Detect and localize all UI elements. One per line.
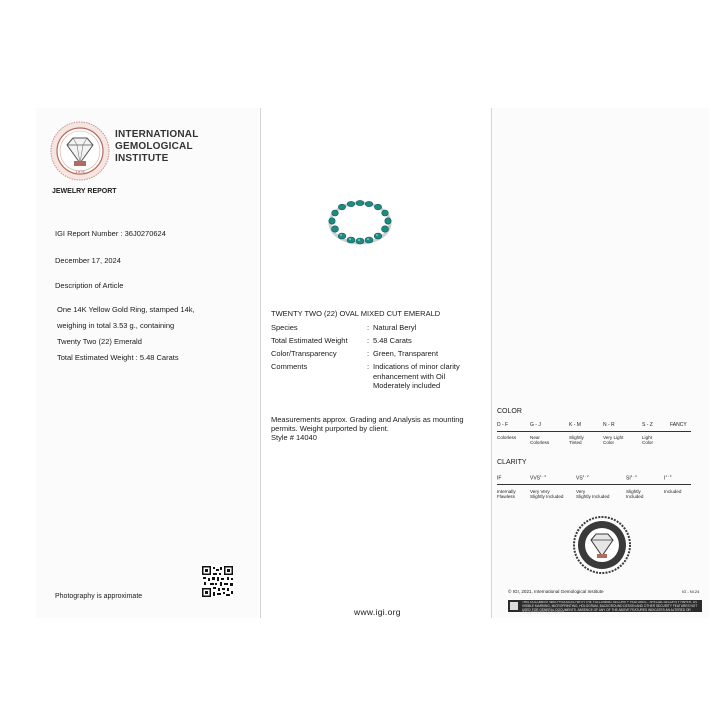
comments-separator: : — [367, 362, 370, 371]
clarity-grade: VVS$^{1 - 2}$ — [530, 474, 547, 482]
clarity-grade: SI$^{1 - 2}$ — [626, 474, 637, 482]
security-text: THIS DOCUMENT WAS PRODUCED WITH THE FOLLOWING SECURITY FEATURES - SPECIAL SECURITY PAPER, UV VISIBLE MARKING, MICROPRINTING, HOLOGRAM, BACKGROUND DESIGN AND OTHER SECURITY FEATURES NOT USED FOR GENERAL DOCUMENTS. ABSENCE OF ANY OF THE ABOVE FEATURES INDICATES AN ALTERED OR COUNTERFEIT DOCUMENT — [522, 601, 698, 616]
clarity-grade: $I^{1 - 3}$ — [664, 474, 672, 482]
clarity-scale-rule — [497, 484, 691, 485]
clarity-description: Very Slightly Included — [576, 489, 610, 500]
qr-code-icon — [201, 565, 234, 598]
color-description: Colorless — [497, 435, 517, 440]
description-line: Twenty Two (22) Emerald — [57, 337, 142, 346]
species-label: Species — [271, 323, 298, 332]
color-grade: N - R — [603, 422, 615, 428]
color-grade: D - F — [497, 422, 509, 428]
clarity-description: Included — [664, 489, 682, 494]
color-transparency-value: Green, Transparent — [373, 349, 439, 358]
website-link[interactable]: www.igi.org — [354, 607, 401, 617]
security-features-bar — [508, 600, 702, 616]
color-description: Very Light Color — [603, 435, 624, 446]
color-grade: S - Z — [642, 422, 653, 428]
org-name: INTERNATIONAL GEMOLOGICAL INSTITUTE — [115, 129, 199, 164]
security-icon — [510, 602, 518, 610]
stone-heading: TWENTY TWO (22) OVAL MIXED CUT EMERALD — [271, 309, 441, 318]
igi-seal-logo — [50, 121, 110, 181]
color-grade: FANCY — [670, 422, 687, 428]
species-separator: : — [367, 323, 370, 332]
weight-separator: : — [367, 336, 370, 345]
color-description: Light Color — [642, 435, 653, 446]
description-line: weighing in total 3.53 g., containing — [57, 321, 175, 330]
species-value: Natural Beryl — [373, 323, 417, 332]
report-date: December 17, 2024 — [55, 256, 121, 265]
color-description: Slightly Tinted — [569, 435, 584, 446]
clarity-grade: VS$^{1 - 2}$ — [576, 474, 589, 482]
color-description: Near Colorless — [530, 435, 550, 446]
report-number: IGI Report Number : 36J0270624 — [55, 229, 166, 238]
fold-divider — [260, 108, 261, 618]
measurements-note: Measurements approx. Grading and Analysis as mounting permits. Weight purported by client. Style # 14040 — [271, 415, 464, 442]
color-grade: G - J — [530, 422, 541, 428]
svg-text:1975: 1975 — [75, 169, 85, 174]
color-heading: COLOR — [497, 408, 522, 415]
clarity-description: Slightly Included — [626, 489, 644, 500]
clarity-description: Internally Flawless — [497, 489, 516, 500]
clarity-description: Very Very Slightly Included — [530, 489, 564, 500]
comments-value: Indications of minor clarity enhancement with Oil Moderately included — [373, 362, 460, 390]
report-title: JEWELRY REPORT — [52, 188, 117, 195]
clarity-heading: CLARITY — [497, 459, 527, 466]
color-scale-rule — [497, 431, 691, 432]
copyright-text: © IGI, 2021, International Gemological Institute — [508, 589, 604, 594]
color-grade: K - M — [569, 422, 581, 428]
description-line: One 14K Yellow Gold Ring, stamped 14k, — [57, 305, 195, 314]
comments-label: Comments — [271, 362, 308, 371]
report-left-panel — [36, 108, 258, 618]
weight-label: Total Estimated Weight — [271, 336, 348, 345]
photography-note: Photography is approximate — [55, 593, 143, 600]
description-heading: Description of Article — [55, 281, 124, 290]
igi-seal-stamp — [573, 516, 631, 574]
weight-value: 5.48 Carats — [373, 336, 412, 345]
color-transparency-label: Color/Transparency — [271, 349, 337, 358]
color-transparency-separator: : — [367, 349, 370, 358]
fold-divider — [491, 108, 492, 618]
clarity-grade: IF — [497, 475, 502, 482]
emerald-ring-photo — [327, 199, 393, 247]
description-line: Total Estimated Weight : 5.48 Carats — [57, 353, 179, 362]
form-code: IG - NI.24 — [682, 589, 700, 594]
